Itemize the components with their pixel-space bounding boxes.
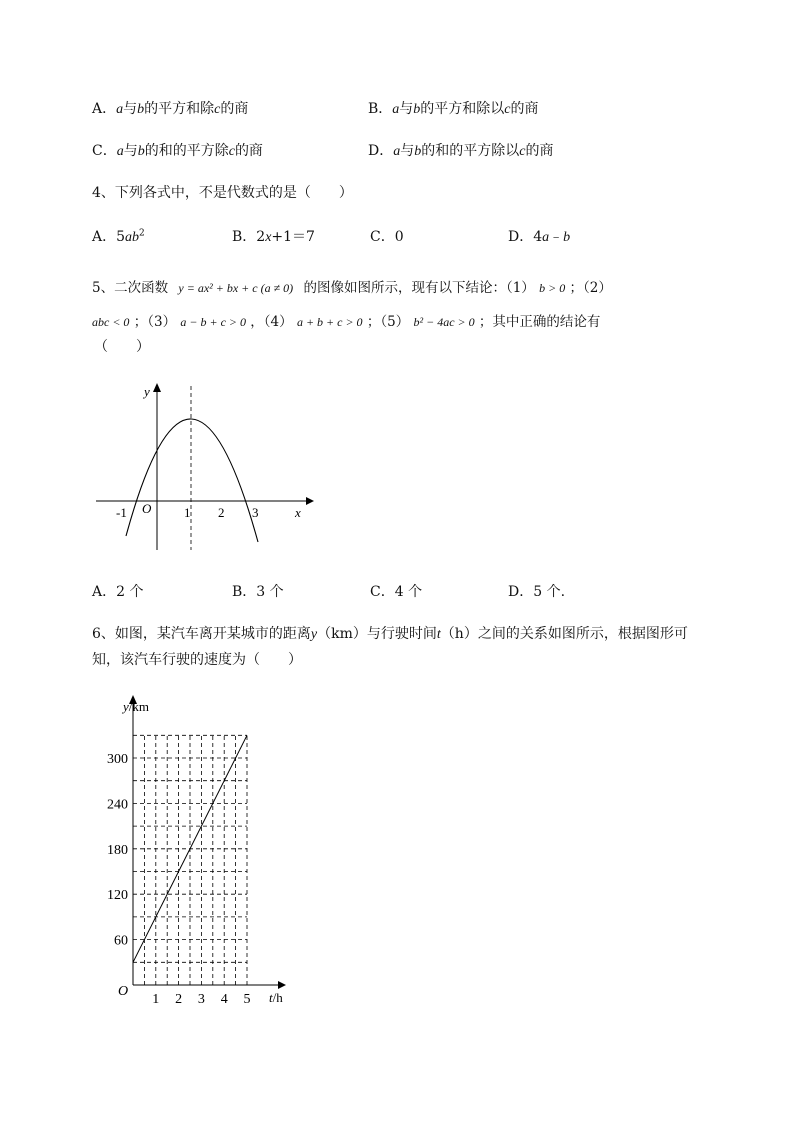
q4-option-b: B．2x+1＝7	[232, 229, 315, 245]
q5-stem-line2: abc < 0 ；（3） a − b + c > 0 ，（4） a + b + c > 0 ；（5） b² − 4ac > 0 ；其中正确的结论有	[92, 314, 601, 330]
graph-y-label: y	[144, 384, 150, 399]
q3-option-c: C．a与b的和的平方除c的商	[92, 143, 263, 159]
q6-stem-line2: 知，该汽车行驶的速度为（ ）	[92, 652, 302, 668]
q3-option-a: A．a与b的平方和除c的商	[92, 101, 249, 117]
q4-option-a: A．$5ab^2$	[92, 228, 145, 245]
graph-x-label: x	[295, 505, 301, 520]
tick-1: 1	[184, 505, 191, 520]
chart-x-title: t/h	[269, 990, 283, 1005]
q6-stem-line1: 6、如图，某汽车离开某城市的距离y（km）与行驶时间t（h）之间的关系如图所示，根据图形可	[92, 626, 688, 642]
x-tick-label: 1	[152, 992, 160, 1007]
tick-3: 3	[252, 505, 259, 520]
y-axis-arrow	[153, 383, 161, 392]
q5-option-c: C．4 个	[370, 584, 423, 600]
q4-option-d: D．4a﹣b	[508, 229, 571, 245]
parabola-curve	[126, 419, 258, 542]
q5-parabola-graph	[90, 378, 320, 553]
x-tick-label: 2	[175, 992, 183, 1007]
y-tick-label: 300	[107, 752, 128, 767]
q5-formula: y = ax² + bx + c (a ≠ 0)	[178, 281, 294, 295]
y-tick-label: 240	[107, 797, 128, 813]
q5-option-b: B．3 个	[232, 584, 284, 600]
tick-2: 2	[218, 505, 225, 520]
q3-option-d: D．a与b的和的平方除以c的商	[368, 143, 554, 159]
x-tick-label: 3	[197, 992, 205, 1007]
q4-stem: 4、下列各式中，不是代数式的是（ ）	[92, 185, 353, 201]
chart-y-unit: /km	[128, 699, 150, 714]
chart-x-axis-arrow	[278, 981, 286, 989]
x-tick-label: 4	[220, 992, 228, 1007]
x-axis-arrow	[306, 497, 314, 505]
chart-x-unit: /h	[272, 990, 283, 1005]
y-tick-label: 60	[114, 933, 128, 949]
y-tick-label: 120	[107, 888, 128, 904]
chart-y-title: y/km	[123, 699, 150, 714]
tick-neg1: -1	[116, 505, 127, 520]
q3-option-b: B．a与b的平方和除以c的商	[368, 101, 539, 117]
q5-option-a: A．2 个	[92, 584, 144, 600]
q4-option-c: C．0	[370, 229, 404, 245]
q6-distance-time-chart	[100, 692, 310, 1010]
q5-stem-line1: 5、二次函数 y = ax² + bx + c (a ≠ 0) 的图像如图所示，现有以下结论：（1） b > 0 ；（2）	[92, 280, 612, 296]
y-tick-label: 180	[107, 842, 128, 858]
chart-origin: O	[118, 984, 129, 999]
graph-origin: O	[142, 501, 152, 516]
q5-option-d: D．5 个.	[508, 584, 566, 600]
x-tick-label: 5	[243, 992, 251, 1007]
q5-answer-paren: （ ）	[94, 339, 150, 355]
